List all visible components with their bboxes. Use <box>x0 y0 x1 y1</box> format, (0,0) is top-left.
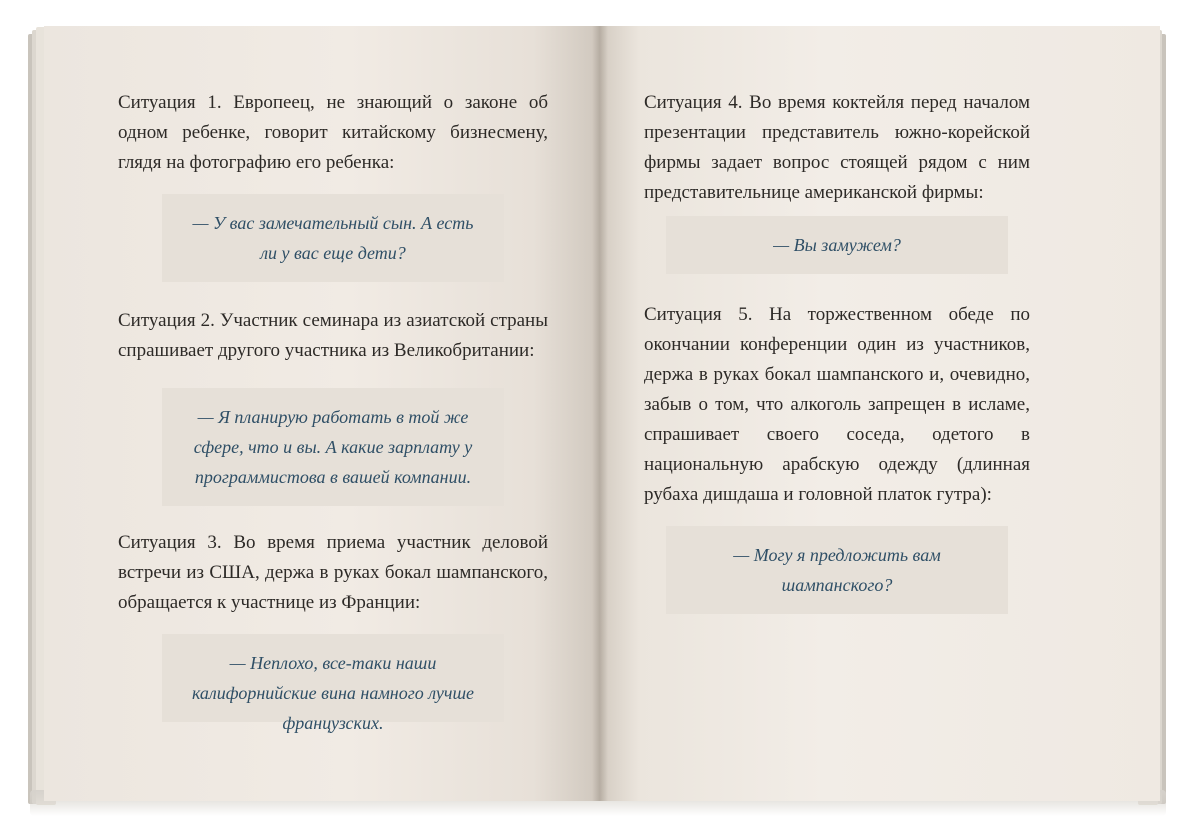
situation-5-text: Ситуация 5. На торжественном обеде по окончании конференции один из участников, держа в руках бокал шампанского и, очевидно, забыв о том, что алкоголь запрещен в исламе, спрашивает своего соседа, одетого в национальную арабскую одежду (длинная рубаха дишдаша и головной платок гутра): <box>644 304 1030 505</box>
situation-3-text: Ситуация 3. Во время приема участник деловой встречи из США, держа в руках бокал шампанского, обращается к участнице из Франции: <box>118 532 548 613</box>
left-page <box>44 26 600 801</box>
situation-2-text: Ситуация 2. Участник семинара из азиатской страны спрашивает другого участника из Великобритании: <box>118 310 548 361</box>
situation-1-quote: — У вас замечательный сын. А есть ли у вас еще дети? <box>162 194 504 282</box>
situation-2-quote: — Я планирую работать в той же сфере, что и вы. А какие зарплату у программистова в вашей компании. <box>162 388 504 506</box>
situation-4-quote: — Вы замужем? <box>666 216 1008 274</box>
situation-5-quote: — Могу я предложить вам шампанского? <box>666 526 1008 614</box>
situation-4-text: Ситуация 4. Во время коктейля перед началом презентации представитель южно-корейской фирмы задает вопрос стоящей рядом с ним представительнице американской фирмы: <box>644 92 1030 203</box>
right-page <box>600 26 1160 801</box>
situation-1-text: Ситуация 1. Европеец, не знающий о законе об одном ребенке, говорит китайскому бизнесмену, глядя на фотографию его ребенка: <box>118 92 548 173</box>
situation-3-quote: — Неплохо, все-таки наши калифорнийские вина намного лучше французских. <box>162 634 504 722</box>
book-spine <box>592 26 608 801</box>
